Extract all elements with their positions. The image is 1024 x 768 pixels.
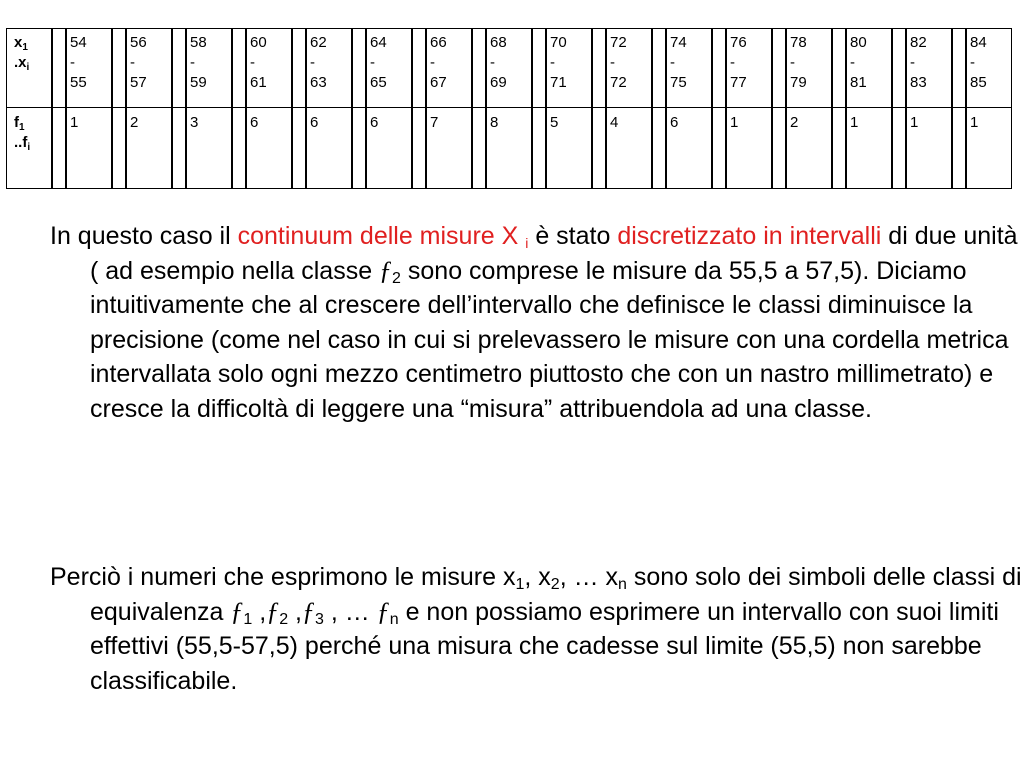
class-range-high: 72	[610, 74, 627, 91]
column-separator	[592, 28, 606, 108]
class-range-dash: -	[850, 54, 855, 71]
frequency-cell: 7	[426, 108, 472, 189]
class-range-dash: -	[490, 54, 495, 71]
class-range-low: 78	[790, 34, 807, 51]
class-range-low: 60	[250, 34, 267, 51]
class-range-high: 75	[670, 74, 687, 91]
frequency-cell: 1	[966, 108, 1012, 189]
column-separator	[292, 28, 306, 108]
class-range-low: 64	[370, 34, 387, 51]
class-range-dash: -	[430, 54, 435, 71]
column-separator	[472, 108, 486, 189]
class-range-dash: -	[70, 54, 75, 71]
column-separator	[172, 28, 186, 108]
class-range-dash: -	[610, 54, 615, 71]
class-range-dash: -	[310, 54, 315, 71]
class-range-low: 82	[910, 34, 927, 51]
class-range-low: 70	[550, 34, 567, 51]
row-label-f: $f_1$ $..f_i$	[6, 108, 52, 189]
class-range-cell	[186, 28, 232, 108]
frequency-cell: 1	[726, 108, 772, 189]
class-range-cell	[966, 28, 1012, 108]
column-separator	[232, 108, 246, 189]
class-range-low: 76	[730, 34, 747, 51]
column-separator	[352, 108, 366, 189]
column-separator	[292, 108, 306, 189]
class-range-high: 57	[130, 74, 147, 91]
class-range-high: 81	[850, 74, 867, 91]
class-range-high: 61	[250, 74, 267, 91]
frequency-cell: 2	[126, 108, 172, 189]
class-range-cell	[126, 28, 172, 108]
row-label-x: $x_1$ $.x_i$	[6, 28, 52, 108]
frequency-cell: 8	[486, 108, 532, 189]
class-range-high: 79	[790, 74, 807, 91]
class-range-high: 63	[310, 74, 327, 91]
column-separator	[772, 28, 786, 108]
class-range-cell	[546, 28, 592, 108]
class-range-dash: -	[130, 54, 135, 71]
class-range-low: 74	[670, 34, 687, 51]
frequency-cell: 6	[666, 108, 712, 189]
frequency-cell: 2	[786, 108, 832, 189]
class-range-low: 54	[70, 34, 87, 51]
column-separator	[952, 108, 966, 189]
class-range-dash: -	[910, 54, 915, 71]
class-range-dash: -	[730, 54, 735, 71]
paragraph-equivalence-classes: Perciò i numeri che esprimono le misure $x_1$, $x_2$, … $x_n$ sono solo dei simboli delle classi di equivalenza $ƒ_1$ $,ƒ_2$ $,ƒ_3$ , … $ƒ_n$ e non possiamo esprimere un intervallo con suoi limiti effettivi (55,5-57,5) perché una misura che cadesse sul limite (55,5) non sarebbe classificabile.	[50, 563, 1022, 695]
frequency-cell: 6	[366, 108, 412, 189]
class-range-cell	[426, 28, 472, 108]
class-range-high: 65	[370, 74, 387, 91]
column-separator	[52, 28, 66, 108]
column-separator	[112, 28, 126, 108]
class-range-high: 83	[910, 74, 927, 91]
column-separator	[652, 108, 666, 189]
class-range-low: 66	[430, 34, 447, 51]
column-separator	[772, 108, 786, 189]
class-range-dash: -	[190, 54, 195, 71]
frequency-cell: 4	[606, 108, 652, 189]
class-range-dash: -	[250, 54, 255, 71]
class-range-dash: -	[370, 54, 375, 71]
column-separator	[892, 28, 906, 108]
column-separator	[112, 108, 126, 189]
class-range-dash: -	[790, 54, 795, 71]
column-separator	[832, 108, 846, 189]
class-range-cell	[606, 28, 652, 108]
class-range-cell	[66, 28, 112, 108]
class-range-cell	[786, 28, 832, 108]
class-range-cell	[246, 28, 292, 108]
column-separator	[52, 108, 66, 189]
class-range-high: 59	[190, 74, 207, 91]
column-separator	[532, 108, 546, 189]
class-range-cell	[726, 28, 772, 108]
frequency-cell: 1	[66, 108, 112, 189]
frequency-cell: 3	[186, 108, 232, 189]
class-range-cell	[486, 28, 532, 108]
class-range-low: 72	[610, 34, 627, 51]
class-range-low: 62	[310, 34, 327, 51]
paragraph-discretization: In questo caso il continuum delle misure X $_i$ è stato discretizzato in intervalli di due unità ( ad esempio nella classe $ƒ_2$ sono comprese le misure da 55,5 a 57,5). Diciamo intuitivamente che al crescere dell’intervallo che definisce le classi diminuisce la precisione (come nel caso in cui si prelevassero le misure con una cordella metrica intervallata solo ogni mezzo centimetro piuttosto che con un nastro millimetrato) e cresce la difficoltà di leggere una “misura” attribuendola ad una classe.	[50, 222, 1018, 423]
column-separator	[712, 28, 726, 108]
class-range-high: 69	[490, 74, 507, 91]
frequency-cell: 6	[246, 108, 292, 189]
column-separator	[832, 28, 846, 108]
class-range-high: 55	[70, 74, 87, 91]
column-separator	[412, 108, 426, 189]
class-range-cell	[366, 28, 412, 108]
frequency-table	[6, 28, 1012, 189]
class-range-dash: -	[550, 54, 555, 71]
frequency-cell: 6	[306, 108, 352, 189]
class-range-low: 68	[490, 34, 507, 51]
column-separator	[232, 28, 246, 108]
class-range-high: 71	[550, 74, 567, 91]
class-range-low: 56	[130, 34, 147, 51]
class-range-high: 67	[430, 74, 447, 91]
frequency-cell: 1	[906, 108, 952, 189]
class-range-low: 84	[970, 34, 987, 51]
table-row-frequencies	[6, 108, 1012, 189]
class-range-low: 58	[190, 34, 207, 51]
column-separator	[592, 108, 606, 189]
class-range-dash: -	[970, 54, 975, 71]
column-separator	[412, 28, 426, 108]
column-separator	[352, 28, 366, 108]
frequency-cell: 1	[846, 108, 892, 189]
class-range-cell	[666, 28, 712, 108]
class-range-low: 80	[850, 34, 867, 51]
class-range-high: 77	[730, 74, 747, 91]
column-separator	[652, 28, 666, 108]
class-range-cell	[846, 28, 892, 108]
column-separator	[172, 108, 186, 189]
frequency-cell: 5	[546, 108, 592, 189]
column-separator	[892, 108, 906, 189]
column-separator	[532, 28, 546, 108]
column-separator	[472, 28, 486, 108]
class-range-cell	[906, 28, 952, 108]
class-range-dash: -	[670, 54, 675, 71]
class-range-high: 85	[970, 74, 987, 91]
table-row-classes	[6, 28, 1012, 108]
column-separator	[712, 108, 726, 189]
class-range-cell	[306, 28, 352, 108]
column-separator	[952, 28, 966, 108]
